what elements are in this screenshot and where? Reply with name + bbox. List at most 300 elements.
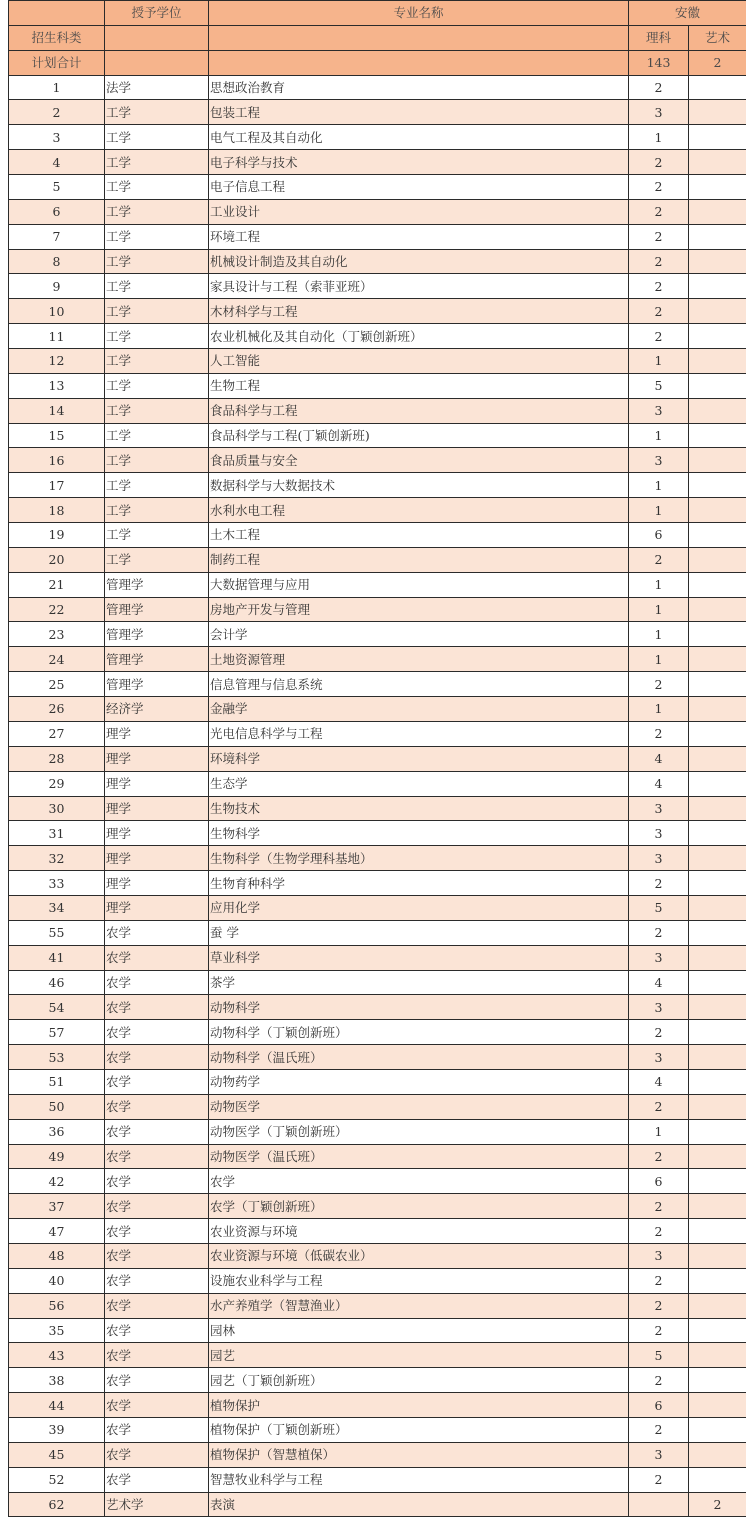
degree-cell: 管理学 [105, 597, 209, 622]
art-count-cell [689, 672, 746, 697]
degree-cell: 工学 [105, 100, 209, 125]
degree-cell: 工学 [105, 373, 209, 398]
science-count-cell: 6 [629, 1169, 689, 1194]
degree-cell: 工学 [105, 473, 209, 498]
table-row [9, 1194, 746, 1219]
science-count-cell: 1 [629, 473, 689, 498]
degree-cell: 农学 [105, 1194, 209, 1219]
degree-cell: 农学 [105, 1343, 209, 1368]
major-cell: 生物技术 [209, 796, 629, 821]
art-count-cell [689, 821, 746, 846]
row-number-cell: 9 [9, 274, 105, 299]
row-number-cell: 18 [9, 498, 105, 523]
degree-cell: 农学 [105, 1318, 209, 1343]
science-count-cell: 2 [629, 1268, 689, 1293]
degree-cell: 农学 [105, 1368, 209, 1393]
major-cell: 信息管理与信息系统 [209, 672, 629, 697]
major-cell: 草业科学 [209, 945, 629, 970]
degree-cell: 法学 [105, 75, 209, 100]
degree-cell: 农学 [105, 1243, 209, 1268]
art-count-cell [689, 199, 746, 224]
row-number-cell: 22 [9, 597, 105, 622]
row-number-cell: 27 [9, 721, 105, 746]
row-number-cell: 47 [9, 1219, 105, 1244]
table-row [9, 324, 746, 349]
table-row [9, 1169, 746, 1194]
art-count-cell [689, 324, 746, 349]
science-count-cell: 6 [629, 1393, 689, 1418]
art-count-cell [689, 1417, 746, 1442]
science-count-cell: 3 [629, 846, 689, 871]
table-row [9, 846, 746, 871]
table-row [9, 796, 746, 821]
degree-cell: 理学 [105, 846, 209, 871]
art-count-cell [689, 1243, 746, 1268]
art-count-cell: 2 [689, 1492, 746, 1517]
art-count-cell [689, 1467, 746, 1492]
degree-cell: 农学 [105, 970, 209, 995]
row-number-cell: 49 [9, 1144, 105, 1169]
art-count-cell [689, 895, 746, 920]
row-number-cell: 24 [9, 647, 105, 672]
art-count-cell [689, 970, 746, 995]
major-cell: 园林 [209, 1318, 629, 1343]
degree-cell: 管理学 [105, 572, 209, 597]
art-count-cell [689, 1268, 746, 1293]
major-cell: 水利水电工程 [209, 498, 629, 523]
degree-cell: 农学 [105, 995, 209, 1020]
table-row [9, 1219, 746, 1244]
degree-cell: 农学 [105, 1219, 209, 1244]
degree-cell: 农学 [105, 1045, 209, 1070]
table-row [9, 473, 746, 498]
row-number-cell: 25 [9, 672, 105, 697]
science-count-cell: 1 [629, 647, 689, 672]
table-body [9, 1, 746, 1517]
header-row-labels [9, 1, 746, 26]
science-count-cell: 1 [629, 597, 689, 622]
table-row [9, 547, 746, 572]
art-count-cell [689, 498, 746, 523]
table-row [9, 175, 746, 200]
science-count-cell: 2 [629, 224, 689, 249]
row-number-cell: 42 [9, 1169, 105, 1194]
table-row [9, 1293, 746, 1318]
art-count-cell [689, 746, 746, 771]
table-row [9, 373, 746, 398]
major-cell: 智慧牧业科学与工程 [209, 1467, 629, 1492]
major-cell: 房地产开发与管理 [209, 597, 629, 622]
row-number-cell: 7 [9, 224, 105, 249]
science-count-cell: 3 [629, 1442, 689, 1467]
art-count-cell [689, 547, 746, 572]
major-cell: 农业资源与环境 [209, 1219, 629, 1244]
major-cell: 应用化学 [209, 895, 629, 920]
art-count-cell [689, 771, 746, 796]
table-row [9, 398, 746, 423]
header-province: 安徽 [629, 1, 746, 26]
major-cell: 金融学 [209, 697, 629, 722]
science-count-cell: 1 [629, 423, 689, 448]
row-number-cell: 6 [9, 199, 105, 224]
degree-cell: 农学 [105, 1169, 209, 1194]
major-cell: 生物科学 [209, 821, 629, 846]
row-number-cell: 31 [9, 821, 105, 846]
table-row [9, 572, 746, 597]
major-cell: 会计学 [209, 622, 629, 647]
row-number-cell: 28 [9, 746, 105, 771]
row-number-cell: 43 [9, 1343, 105, 1368]
degree-cell: 管理学 [105, 622, 209, 647]
row-number-cell: 19 [9, 523, 105, 548]
science-count-cell: 6 [629, 523, 689, 548]
major-cell: 电子信息工程 [209, 175, 629, 200]
science-count-cell: 2 [629, 1368, 689, 1393]
major-cell: 土木工程 [209, 523, 629, 548]
art-count-cell [689, 398, 746, 423]
art-count-cell [689, 274, 746, 299]
major-cell: 人工智能 [209, 349, 629, 374]
art-count-cell [689, 448, 746, 473]
science-count-cell: 2 [629, 1318, 689, 1343]
degree-cell: 工学 [105, 299, 209, 324]
table-row [9, 249, 746, 274]
degree-cell: 经济学 [105, 697, 209, 722]
degree-cell: 理学 [105, 746, 209, 771]
row-number-cell: 51 [9, 1069, 105, 1094]
major-cell: 环境工程 [209, 224, 629, 249]
art-count-cell [689, 597, 746, 622]
major-cell: 茶学 [209, 970, 629, 995]
degree-cell: 农学 [105, 1442, 209, 1467]
total-label: 计划合计 [9, 50, 105, 75]
table-row [9, 721, 746, 746]
table-row [9, 274, 746, 299]
science-count-cell: 1 [629, 697, 689, 722]
table-row [9, 622, 746, 647]
science-count-cell: 3 [629, 398, 689, 423]
table-row [9, 821, 746, 846]
science-count-cell: 2 [629, 871, 689, 896]
degree-cell: 农学 [105, 1069, 209, 1094]
art-count-cell [689, 1169, 746, 1194]
science-count-cell: 2 [629, 1094, 689, 1119]
row-number-cell: 15 [9, 423, 105, 448]
degree-cell: 农学 [105, 1467, 209, 1492]
science-count-cell: 2 [629, 199, 689, 224]
science-count-cell: 2 [629, 547, 689, 572]
row-number-cell: 53 [9, 1045, 105, 1070]
science-count-cell: 1 [629, 572, 689, 597]
science-count-cell: 2 [629, 721, 689, 746]
header-row-category [9, 25, 746, 50]
header-blank-cell [209, 25, 629, 50]
row-number-cell: 36 [9, 1119, 105, 1144]
art-count-cell [689, 1442, 746, 1467]
table-row [9, 100, 746, 125]
major-cell: 动物科学 [209, 995, 629, 1020]
major-cell: 生物工程 [209, 373, 629, 398]
degree-cell: 理学 [105, 771, 209, 796]
row-number-cell: 46 [9, 970, 105, 995]
table-row [9, 150, 746, 175]
science-count-cell: 5 [629, 1343, 689, 1368]
table-row [9, 672, 746, 697]
major-cell: 生物科学（生物学理科基地） [209, 846, 629, 871]
science-count-cell: 2 [629, 1417, 689, 1442]
row-number-cell: 38 [9, 1368, 105, 1393]
row-number-cell: 1 [9, 75, 105, 100]
row-number-cell: 33 [9, 871, 105, 896]
art-count-cell [689, 945, 746, 970]
science-count-cell: 1 [629, 349, 689, 374]
row-number-cell: 12 [9, 349, 105, 374]
table-row [9, 349, 746, 374]
degree-cell: 工学 [105, 324, 209, 349]
major-cell: 木材科学与工程 [209, 299, 629, 324]
table-row [9, 498, 746, 523]
art-count-cell [689, 697, 746, 722]
science-count-cell: 4 [629, 771, 689, 796]
art-count-cell [689, 100, 746, 125]
major-cell: 动物药学 [209, 1069, 629, 1094]
table-row [9, 871, 746, 896]
major-cell: 水产养殖学（智慧渔业） [209, 1293, 629, 1318]
science-count-cell: 2 [629, 274, 689, 299]
row-number-cell: 50 [9, 1094, 105, 1119]
art-count-cell [689, 473, 746, 498]
row-number-cell: 32 [9, 846, 105, 871]
art-count-cell [689, 846, 746, 871]
art-count-cell [689, 1393, 746, 1418]
major-cell: 思想政治教育 [209, 75, 629, 100]
table-row [9, 945, 746, 970]
header-major: 专业名称 [209, 1, 629, 26]
art-count-cell [689, 150, 746, 175]
degree-cell: 农学 [105, 945, 209, 970]
row-number-cell: 21 [9, 572, 105, 597]
major-cell: 电子科学与技术 [209, 150, 629, 175]
science-count-cell: 3 [629, 1243, 689, 1268]
science-count-cell: 2 [629, 150, 689, 175]
science-count-cell: 5 [629, 895, 689, 920]
degree-cell: 工学 [105, 274, 209, 299]
table-row [9, 895, 746, 920]
row-number-cell: 14 [9, 398, 105, 423]
art-count-cell [689, 175, 746, 200]
row-number-cell: 3 [9, 125, 105, 150]
row-number-cell: 23 [9, 622, 105, 647]
degree-cell: 工学 [105, 523, 209, 548]
major-cell: 数据科学与大数据技术 [209, 473, 629, 498]
total-science: 143 [629, 50, 689, 75]
science-count-cell: 2 [629, 672, 689, 697]
science-count-cell: 3 [629, 945, 689, 970]
header-blank-cell [209, 50, 629, 75]
major-cell: 农学 [209, 1169, 629, 1194]
row-number-cell: 45 [9, 1442, 105, 1467]
art-count-cell [689, 871, 746, 896]
major-cell: 动物医学（温氏班） [209, 1144, 629, 1169]
major-cell: 农学（丁颖创新班） [209, 1194, 629, 1219]
table-row [9, 523, 746, 548]
major-cell: 园艺（丁颖创新班） [209, 1368, 629, 1393]
major-cell: 动物医学 [209, 1094, 629, 1119]
major-cell: 家具设计与工程（索菲亚班） [209, 274, 629, 299]
degree-cell: 理学 [105, 721, 209, 746]
table-row [9, 1318, 746, 1343]
art-count-cell [689, 995, 746, 1020]
table-row [9, 995, 746, 1020]
degree-cell: 理学 [105, 895, 209, 920]
art-count-cell [689, 622, 746, 647]
art-count-cell [689, 1094, 746, 1119]
table-row [9, 199, 746, 224]
major-cell: 包装工程 [209, 100, 629, 125]
major-cell: 大数据管理与应用 [209, 572, 629, 597]
major-cell: 工业设计 [209, 199, 629, 224]
table-row [9, 1393, 746, 1418]
science-count-cell: 2 [629, 175, 689, 200]
science-count-cell: 1 [629, 125, 689, 150]
major-cell: 光电信息科学与工程 [209, 721, 629, 746]
major-cell: 表演 [209, 1492, 629, 1517]
degree-cell: 管理学 [105, 672, 209, 697]
table-row [9, 1243, 746, 1268]
science-count-cell: 2 [629, 324, 689, 349]
row-number-cell: 4 [9, 150, 105, 175]
major-cell: 土地资源管理 [209, 647, 629, 672]
degree-cell: 工学 [105, 125, 209, 150]
major-cell: 电气工程及其自动化 [209, 125, 629, 150]
art-count-cell [689, 249, 746, 274]
major-cell: 植物保护 [209, 1393, 629, 1418]
degree-cell: 工学 [105, 547, 209, 572]
science-count-cell: 1 [629, 622, 689, 647]
major-cell: 制药工程 [209, 547, 629, 572]
art-count-cell [689, 373, 746, 398]
table-row [9, 1020, 746, 1045]
row-number-cell: 20 [9, 547, 105, 572]
art-count-cell [689, 75, 746, 100]
row-number-cell: 10 [9, 299, 105, 324]
art-count-cell [689, 423, 746, 448]
row-number-cell: 2 [9, 100, 105, 125]
table-row [9, 299, 746, 324]
science-count-cell: 2 [629, 920, 689, 945]
science-count-cell: 3 [629, 995, 689, 1020]
table-row [9, 1144, 746, 1169]
table-row [9, 1368, 746, 1393]
row-number-cell: 54 [9, 995, 105, 1020]
degree-cell: 工学 [105, 150, 209, 175]
header-science: 理科 [629, 25, 689, 50]
science-count-cell: 3 [629, 821, 689, 846]
degree-cell: 管理学 [105, 647, 209, 672]
science-count-cell [629, 1492, 689, 1517]
table-row [9, 746, 746, 771]
science-count-cell: 2 [629, 1467, 689, 1492]
major-cell: 环境科学 [209, 746, 629, 771]
row-number-cell: 37 [9, 1194, 105, 1219]
science-count-cell: 4 [629, 1069, 689, 1094]
table-row [9, 647, 746, 672]
row-number-cell: 17 [9, 473, 105, 498]
degree-cell: 工学 [105, 448, 209, 473]
art-count-cell [689, 1194, 746, 1219]
table-row [9, 771, 746, 796]
major-cell: 园艺 [209, 1343, 629, 1368]
major-cell: 动物科学（温氏班） [209, 1045, 629, 1070]
major-cell: 农业资源与环境（低碳农业） [209, 1243, 629, 1268]
table-row [9, 1467, 746, 1492]
table-row [9, 1492, 746, 1517]
row-number-cell: 55 [9, 920, 105, 945]
header-degree: 授予学位 [105, 1, 209, 26]
row-number-cell: 5 [9, 175, 105, 200]
row-number-cell: 30 [9, 796, 105, 821]
enrollment-plan-table [8, 0, 746, 1517]
table-row [9, 1442, 746, 1467]
row-number-cell: 52 [9, 1467, 105, 1492]
major-cell: 农业机械化及其自动化（丁颖创新班） [209, 324, 629, 349]
table-row [9, 1268, 746, 1293]
table-row [9, 448, 746, 473]
row-number-cell: 39 [9, 1417, 105, 1442]
header-category: 招生科类 [9, 25, 105, 50]
degree-cell: 工学 [105, 498, 209, 523]
major-cell: 植物保护（智慧植保） [209, 1442, 629, 1467]
table-row [9, 1094, 746, 1119]
degree-cell: 农学 [105, 1020, 209, 1045]
science-count-cell: 2 [629, 1293, 689, 1318]
science-count-cell: 1 [629, 498, 689, 523]
science-count-cell: 5 [629, 373, 689, 398]
major-cell: 蚕 学 [209, 920, 629, 945]
science-count-cell: 2 [629, 1144, 689, 1169]
degree-cell: 工学 [105, 199, 209, 224]
science-count-cell: 2 [629, 75, 689, 100]
major-cell: 动物科学（丁颖创新班） [209, 1020, 629, 1045]
table-row [9, 75, 746, 100]
degree-cell: 工学 [105, 398, 209, 423]
header-blank-cell [105, 50, 209, 75]
degree-cell: 农学 [105, 1144, 209, 1169]
total-art: 2 [689, 50, 746, 75]
degree-cell: 农学 [105, 920, 209, 945]
art-count-cell [689, 1069, 746, 1094]
header-blank-cell [105, 25, 209, 50]
science-count-cell: 3 [629, 100, 689, 125]
major-cell: 食品科学与工程 [209, 398, 629, 423]
art-count-cell [689, 125, 746, 150]
degree-cell: 工学 [105, 349, 209, 374]
science-count-cell: 4 [629, 746, 689, 771]
row-number-cell: 13 [9, 373, 105, 398]
science-count-cell: 2 [629, 299, 689, 324]
art-count-cell [689, 1045, 746, 1070]
degree-cell: 艺术学 [105, 1492, 209, 1517]
table-row [9, 970, 746, 995]
art-count-cell [689, 1293, 746, 1318]
major-cell: 食品质量与安全 [209, 448, 629, 473]
art-count-cell [689, 1119, 746, 1144]
table-row [9, 1045, 746, 1070]
art-count-cell [689, 224, 746, 249]
art-count-cell [689, 796, 746, 821]
art-count-cell [689, 1368, 746, 1393]
art-count-cell [689, 299, 746, 324]
